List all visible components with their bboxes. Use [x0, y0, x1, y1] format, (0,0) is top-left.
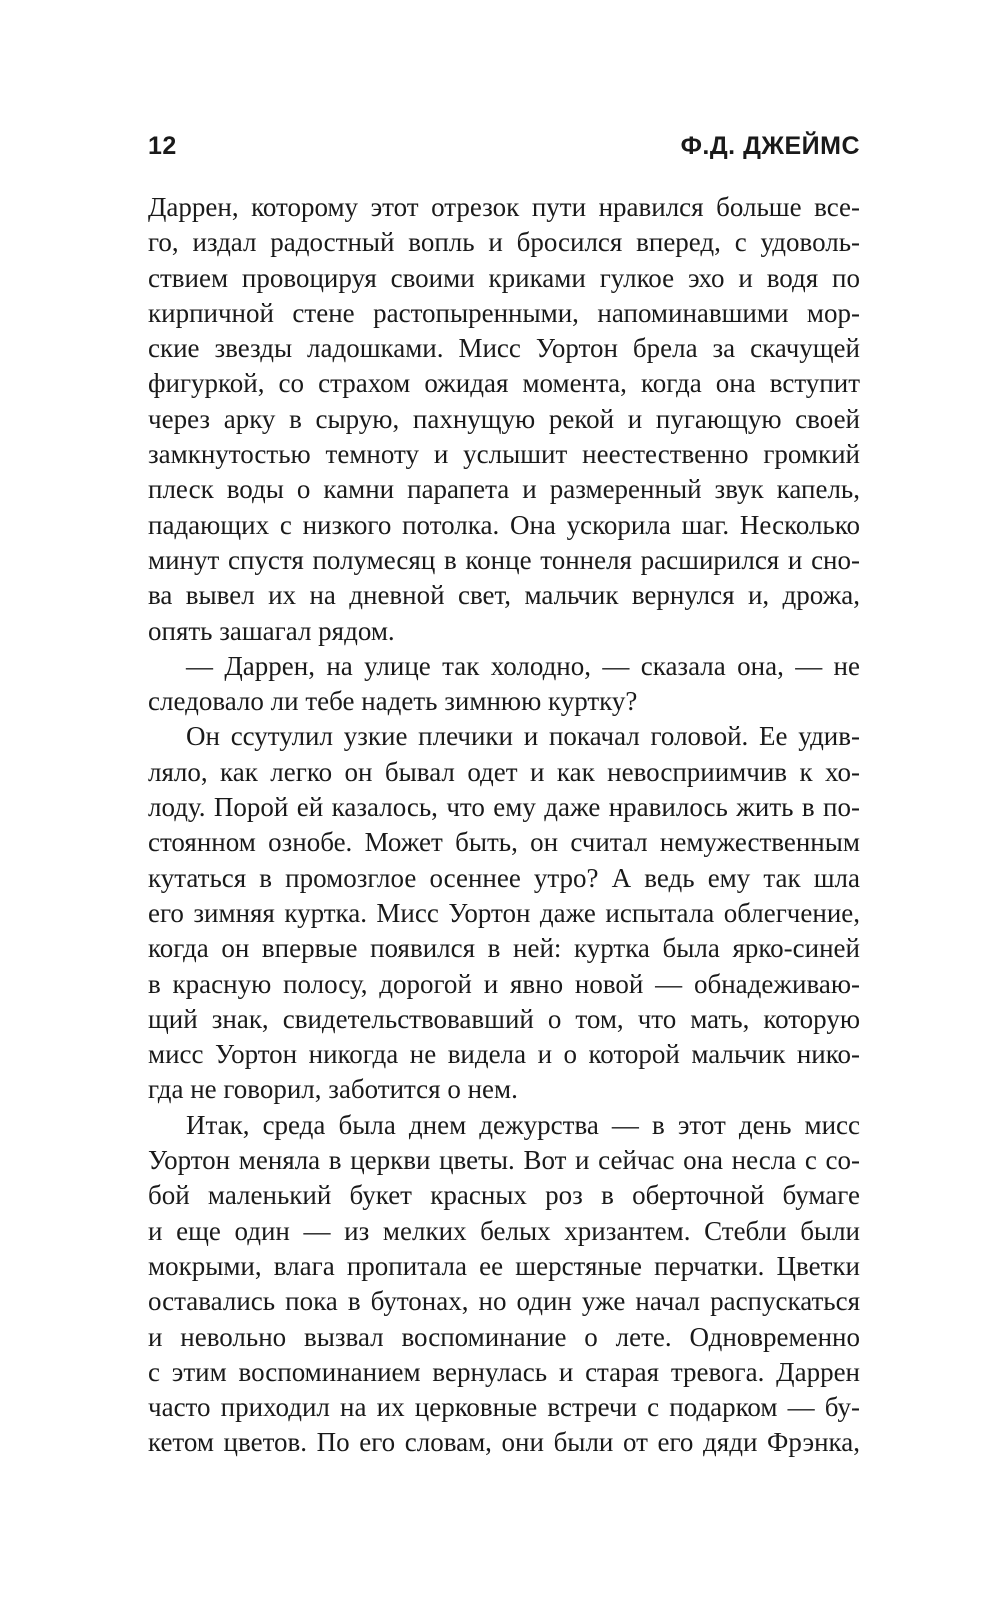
- text-line: бой маленький букет красных роз в оберточной бумаге: [148, 1180, 860, 1211]
- text-line: щий знак, свидетельствовавший о том, что мать, которую: [148, 1003, 860, 1034]
- text-line: плеск воды о камни парапета и размеренный звук капель,: [148, 474, 860, 505]
- text-line: часто приходил на их церковные встречи с подарком — бу-: [148, 1392, 860, 1423]
- text-line: ляло, как легко он бывал одет и как невосприимчив к хо-: [148, 756, 860, 787]
- text-line: стоянном ознобе. Может быть, он считал немужественным: [148, 827, 860, 858]
- running-header: [148, 126, 860, 166]
- text-line: в красную полосу, дорогой и явно новой — обнадеживаю-: [148, 968, 860, 999]
- text-line: с этим воспоминанием вернулась и старая тревога. Даррен: [148, 1356, 860, 1387]
- text-line: и невольно вызвал воспоминание о лете. Одновременно: [148, 1321, 860, 1352]
- text-line: Даррен, которому этот отрезок пути нравился больше все-: [148, 192, 860, 222]
- text-line: — Даррен, на улице так холодно, — сказала она, — не: [186, 650, 860, 681]
- text-line: гда не говорил, заботится о нем.: [148, 1074, 518, 1105]
- text-line: ские звезды ладошками. Мисс Уортон брела за скачущей: [148, 333, 860, 364]
- text-line: оставались пока в бутонах, но один уже начал распускаться: [148, 1286, 860, 1317]
- text-line: ствием провоцируя своими криками гулкое эхо и водя по: [148, 262, 860, 293]
- text-line: мисс Уортон никогда не видела и о которой мальчик нико-: [148, 1039, 860, 1070]
- text-line: Уортон меняла в церкви цветы. Вот и сейчас она несла с со-: [148, 1145, 860, 1176]
- text-line: кирпичной стене растопыренными, напоминавшими мор-: [148, 297, 860, 328]
- text-line: его зимняя куртка. Мисс Уортон даже испытала облегчение,: [148, 897, 860, 928]
- text-line: лоду. Порой ей казалось, что ему даже нравилось жить в по-: [148, 792, 860, 823]
- text-line: следовало ли тебе надеть зимнюю куртку?: [148, 686, 638, 717]
- text-line: через арку в сырую, пахнущую рекой и пугающую своей: [148, 403, 860, 434]
- text-line: и еще один — из мелких белых хризантем. Стебли были: [148, 1215, 860, 1246]
- text-line: го, издал радостный вопль и бросился вперед, с удоволь-: [148, 227, 860, 258]
- text-line: замкнутостью темноту и услышит неестественно громкий: [148, 439, 860, 470]
- text-line: Он ссутулил узкие плечики и покачал головой. Ее удив-: [186, 721, 860, 752]
- text-line: минут спустя полумесяц в конце тоннеля расширился и сно-: [148, 544, 860, 575]
- text-line: когда он впервые появился в ней: куртка была ярко-синей: [148, 933, 860, 964]
- page-number: 12: [148, 132, 177, 160]
- text-line: Итак, среда была днем дежурства — в этот день мисс: [186, 1109, 860, 1140]
- body-text: [148, 190, 860, 1461]
- text-line: опять зашагал рядом.: [148, 615, 395, 646]
- text-line: ва вывел их на дневной свет, мальчик вернулся и, дрожа,: [148, 580, 860, 611]
- text-line: падающих с низкого потолка. Она ускорила шаг. Несколько: [148, 509, 860, 540]
- text-line: мокрыми, влага пропитала ее шерстяные перчатки. Цветки: [148, 1250, 860, 1281]
- text-line: кетом цветов. По его словам, они были от его дяди Фрэнка,: [148, 1427, 860, 1458]
- book-author: Ф.Д. ДЖЕЙМС: [680, 132, 860, 160]
- text-line: кутаться в промозглое осеннее утро? А ведь ему так шла: [148, 862, 860, 893]
- text-line: фигуркой, со страхом ожидая момента, когда она вступит: [148, 368, 860, 399]
